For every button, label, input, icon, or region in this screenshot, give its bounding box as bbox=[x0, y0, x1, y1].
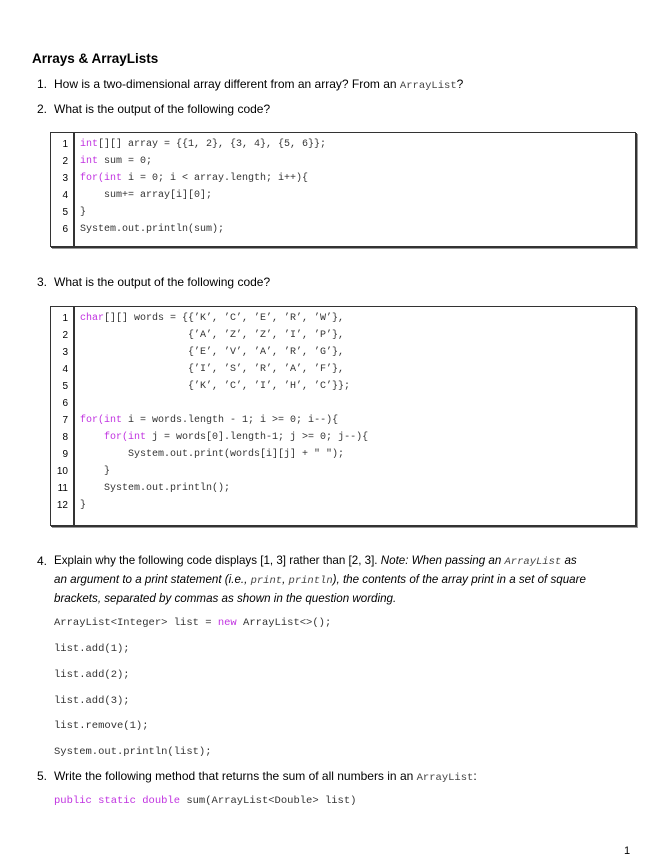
code-line: System.out.println(list); bbox=[54, 746, 212, 758]
question-end: ? bbox=[456, 77, 464, 91]
code-line: list.add(1); bbox=[54, 643, 130, 655]
question-5 bbox=[37, 768, 637, 784]
code-line: 5 } bbox=[62, 207, 87, 218]
inline-code: ArrayList bbox=[399, 80, 457, 92]
code-line: 5 {’K’, ’C’, ’I’, ’H’, ’C’}}; bbox=[62, 381, 351, 392]
question-text: What is the output of the following code? bbox=[54, 102, 271, 116]
code-line: 6 bbox=[62, 398, 68, 409]
question-number: 5. bbox=[37, 769, 48, 783]
code-line: ArrayList<Integer> list = new ArrayList<>(); bbox=[54, 617, 332, 629]
question-end: : bbox=[473, 769, 477, 783]
question-text: What is the output of the following code? bbox=[54, 275, 271, 289]
inline-code: ArrayList bbox=[416, 772, 474, 784]
code-line: 7 for(int i = words.length - 1; i >= 0; i--){ bbox=[62, 415, 339, 426]
code-listing-2 bbox=[50, 306, 636, 526]
code-line: 4 {’I’, ’S’, ’R’, ’A’, ’F’}, bbox=[62, 364, 345, 375]
code-line: 1 int[][] array = {{1, 2}, {3, 4}, {5, 6}}; bbox=[62, 139, 327, 150]
code-line: 12 } bbox=[56, 500, 87, 511]
code-line: 2 {’A’, ’Z’, ’Z’, ’I’, ’P’}, bbox=[62, 330, 345, 341]
question-3 bbox=[37, 274, 637, 290]
question-1 bbox=[37, 76, 637, 92]
question-number: 2. bbox=[37, 102, 48, 116]
question-number: 1. bbox=[37, 77, 48, 91]
question-number: 3. bbox=[37, 275, 48, 289]
code-line: 9 System.out.print(words[i][j] + " "); bbox=[62, 449, 345, 460]
code-line: 4 sum+= array[i][0]; bbox=[62, 190, 213, 201]
method-signature: public static double sum(ArrayList<Double> list) bbox=[54, 795, 357, 807]
code-line: 2 int sum = 0; bbox=[62, 156, 153, 167]
question-2 bbox=[37, 101, 637, 117]
code-listing-1 bbox=[50, 132, 636, 247]
code-line: list.remove(1); bbox=[54, 720, 149, 732]
question-text: How is a two-dimensional array different from an array? From an bbox=[54, 77, 400, 91]
question-4: 4. Explain why the following code displays [1, 3] rather than [2, 3]. Note: When passing an ArrayList as an argument to a print statement (i.e., print, println), the contents of the array print in a set of square brackets, separated by commas as shown in the question wording. bbox=[37, 554, 586, 605]
code-line: list.add(3); bbox=[54, 695, 130, 707]
code-line: 3 {’E’, ’V’, ’A’, ’R’, ’G’}, bbox=[62, 347, 345, 358]
code-line: 1 char[][] words = {{’K’, ’C’, ’E’, ’R’, ’W’}, bbox=[62, 313, 345, 324]
section-title: Arrays & ArrayLists bbox=[32, 51, 159, 66]
code-line: 8 for(int j = words[0].length-1; j >= 0; j--){ bbox=[62, 432, 369, 443]
code-line: 11 System.out.println(); bbox=[57, 483, 231, 494]
code-line: list.add(2); bbox=[54, 669, 130, 681]
question-number: 4. bbox=[37, 554, 48, 568]
code-line: 6 System.out.println(sum); bbox=[62, 224, 225, 235]
page-number: 1 bbox=[624, 845, 631, 857]
code-line: 10 } bbox=[56, 466, 111, 477]
question-text: Write the following method that returns the sum of all numbers in an bbox=[54, 769, 417, 783]
code-line: 3 for(int i = 0; i < array.length; i++){ bbox=[62, 173, 309, 184]
